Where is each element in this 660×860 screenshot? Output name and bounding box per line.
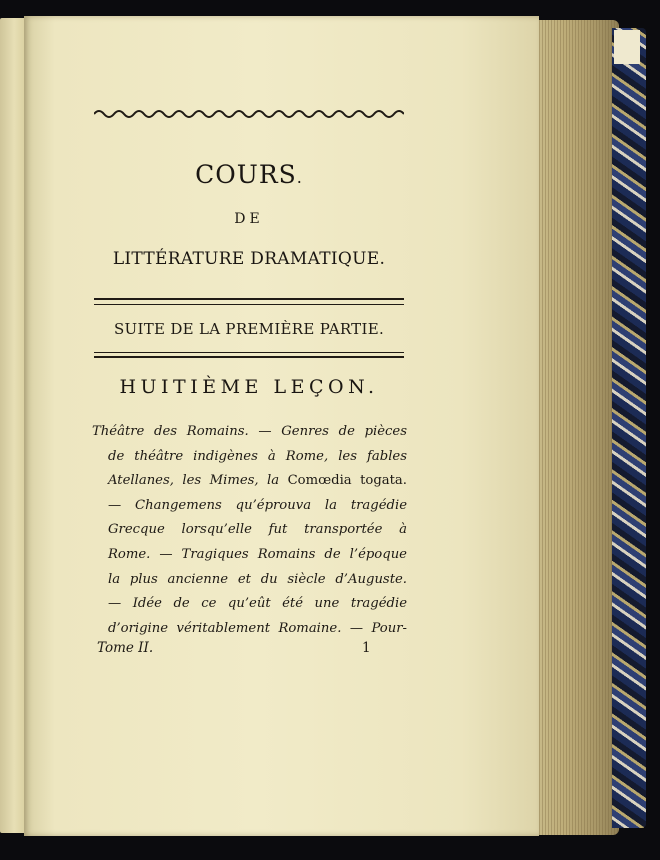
summary-line: Grecque lorsqu’elle fut transportée à [108,522,407,538]
summary-line: de théâtre indigènes à Rome, les fables [108,448,407,464]
summary-line: — Changemens qu’éprouva la tragédie [108,497,407,513]
summary-line: — Idée de ce qu’eût été une tragédie [108,596,407,612]
lesson-heading: HUITIÈME LEÇON. [119,376,379,398]
title-connector: DE [234,211,264,227]
page-title: COURS. [195,160,303,189]
part-heading: SUITE DE LA PREMIÈRE PARTIE. [113,320,385,338]
wavy-ornament [94,108,404,120]
bottom-rule-thick [94,356,404,358]
page-number: 1 [362,640,371,656]
summary-line: Atellanes, les Mimes, la Comœdia togata. [108,473,407,489]
summary-line: d’origine véritablement Romaine. — Pour- [108,620,407,636]
summary-line: Théâtre des Romains. — Genres de pièces [92,424,407,439]
top-rule-thin [94,304,404,305]
lesson-summary [92,420,407,641]
page-subtitle: LITTÉRATURE DRAMATIQUE. [112,249,386,269]
bottom-rule-thin [94,352,404,353]
volume-signature: Tome II. [97,640,154,656]
summary-line: Rome. — Tragiques Romains de l’époque [108,546,407,562]
summary-line: la plus ancienne et du siècle d’Auguste. [108,571,407,587]
top-rule-thick [94,298,404,300]
